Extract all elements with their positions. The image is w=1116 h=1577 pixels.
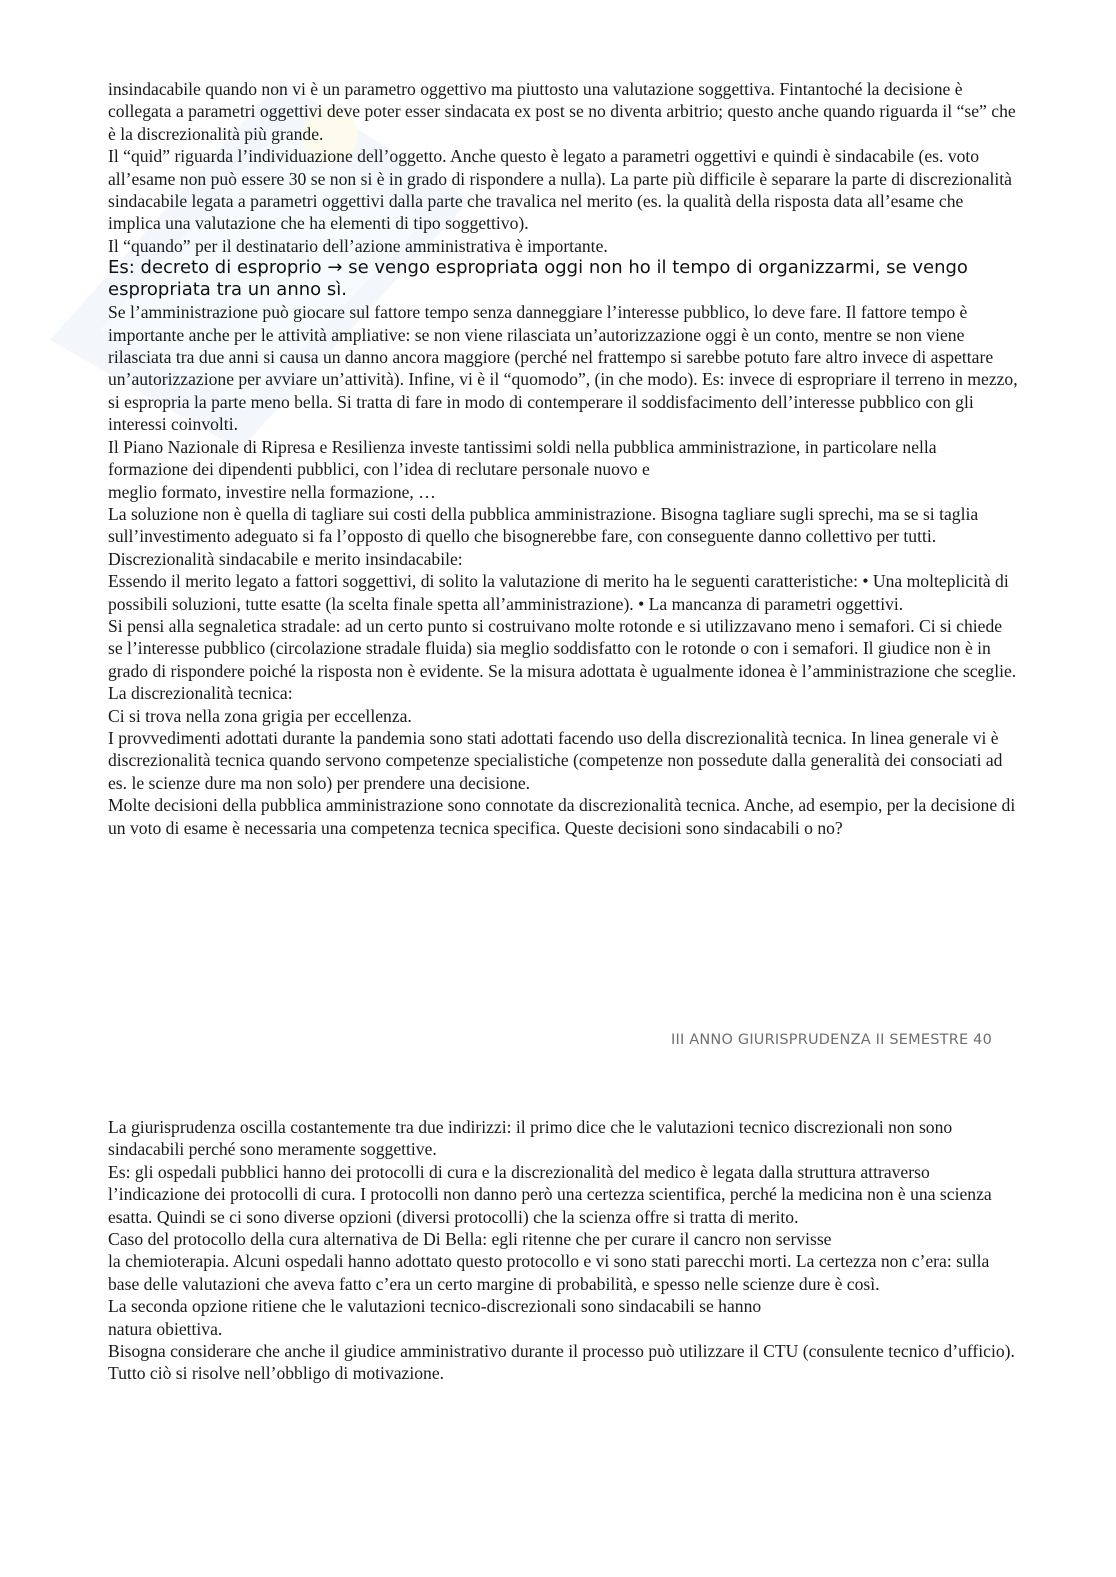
paragraph-quid: Il “quid” riguarda l’individuazione dell’oggetto. Anche questo è legato a parametri oggettivi e quindi è sindacabile (es. voto all’esame non può essere 30 se non si è in grado di rispondere a nulla). La parte più difficile è separare la parte di discrezionalità sindacabile legata a parametri oggettivi dalla parte che travalica nel merito (es. la qualità della risposta data all’esame che implica una valutazione che ha elementi di tipo soggettivo). [108,146,1012,234]
heading-discrezionalita-tecnica: La discrezionalità tecnica: [108,683,293,704]
paragraph-chemioterapia: la chemioterapia. Alcuni ospedali hanno adottato questo protocollo e vi sono stati parecchi morti. La certezza non c’era: sulla base delle valutazioni che aveva fatto c’era un certo margine di probabilità, e spesso nelle scienze dure è così. [108,1251,990,1294]
paragraph-pnrr: Il Piano Nazionale di Ripresa e Resilienza investe tantissimi soldi nella pubblica amministrazione, in particolare nella formazione dei dipendenti pubblici, con l’idea di reclutare personale nuovo e [108,436,937,480]
paragraph-giurisprudenza: La giurisprudenza oscilla costantemente tra due indirizzi: il primo dice che le valutazioni tecnico discrezionali non sono sindacabili perché sono meramente soggettive. [108,1117,953,1160]
paragraph-merito: Essendo il merito legato a fattori soggettivi, di solito la valutazione di merito ha le seguenti caratteristiche: • Una molteplicità di possibili soluzioni, tutte esatte (la scelta finale spetta all’amministrazione). • La mancanza di parametri oggettivi. [108,571,1009,614]
paragraph-fattore-tempo: Se l’amministrazione può giocare sul fattore tempo senza danneggiare l’interesse pubblico, lo deve fare. Il fattore tempo è importante anche per le attività ampliative: se non viene rilasciata un’autorizzazione oggi è un conto, mentre se non viene rilasciata tra due anni si causa un danno ancora maggiore (perché nel frattempo si sarebbe potuto fare altro invece di aspettare un’autorizzazione per avviare un’attività). Infine, vi è il “quomodo”, (in che modo). Es: invece di espropriare il terreno in mezzo, si espropria la parte meno bella. Si tratta di fare in modo di contemperare il soddisfacimento dell’interesse pubblico con gli interessi coinvolti. [108,302,1018,435]
top-text-block [108,78,1018,839]
paragraph-seconda-opzione: La seconda opzione ritiene che le valutazioni tecnico-discrezionali sono sindacabili se hanno [108,1296,762,1317]
paragraph-di-bella: Caso del protocollo della cura alternativa de Di Bella: egli ritenne che per curare il cancro non servisse [108,1229,832,1250]
paragraph-zona-grigia: Ci si trova nella zona grigia per eccellenza. [108,705,412,726]
paragraph-segnaletica: Si pensi alla segnaletica stradale: ad un certo punto si costruivano molte rotonde e si utilizzavano meno i semafori. Ci si chiede se l’interesse pubblico (circolazione stradale fluida) sia meglio soddisfatto con le rotonde o con i semafori. Il giudice non è in grado di rispondere poiché la risposta non è evidente. Se la misura adottata è ugualmente idonea è l’amministrazione che sceglie. [108,615,1017,681]
paragraph-insindacabile: insindacabile quando non vi è un parametro oggettivo ma piuttosto una valutazione soggettiva. Fintantoché la decisione è collegata a parametri oggettivi deve poter esser sindacata ex post se no diventa arbitrio; questo anche quando riguarda il “se” che è la discrezionalità più grande. [108,79,1016,144]
page-footer: III ANNO GIURISPRUDENZA II SEMESTRE 40 [671,1032,992,1048]
paragraph-quando: Il “quando” per il destinatario dell’azione amministrativa è importante. [108,235,608,256]
paragraph-ctu: Bisogna considerare che anche il giudice amministrativo durante il processo può utilizzare il CTU (consulente tecnico d’ufficio). [108,1341,1015,1362]
paragraph-natura-obiettiva: natura obiettiva. [108,1318,223,1339]
bottom-text-block [108,1116,1018,1385]
paragraph-molte-decisioni: Molte decisioni della pubblica amministrazione sono connotate da discrezionalità tecnica. Anche, ad esempio, per la decisione di un voto di esame è necessaria una competenza tecnica specifica. Queste decisioni sono sindacabili o no? [108,795,1016,838]
paragraph-pandemia: I provvedimenti adottati durante la pandemia sono stati adottati facendo uso della discrezionalità tecnica. In linea generale vi è discrezionalità tecnica quando servono competenze specialistiche (competenze non possedute dalla generalità dei consociati ad es. le scienze dure ma non solo) per prendere una decisione. [108,727,1003,793]
paragraph-pnrr-cont: meglio formato, investire nella formazione, … [108,481,436,502]
heading-discrezionalita-sindacabile: Discrezionalità sindacabile e merito insindacabile: [108,548,463,569]
example-esproprio: Es: decreto di esproprio → se vengo espropriata oggi non ho il tempo di organizzarmi, se vengo espropriata tra un anno sì. [108,257,968,301]
paragraph-ospedali: Es: gli ospedali pubblici hanno dei protocolli di cura e la discrezionalità del medico è legata dalla struttura attraverso l’indicazione dei protocolli di cura. I protocolli non danno però una certezza scientifica, perché la medicina non è una scienza esatta. Quindi se ci sono diverse opzioni (diversi protocolli) che la scienza offre si tratta di merito. [108,1161,992,1227]
paragraph-soluzione: La soluzione non è quella di tagliare sui costi della pubblica amministrazione. Bisogna tagliare sugli sprechi, ma se si taglia sull’investimento adeguato si fa l’opposto di quello che bisognerebbe fare, con conseguente danno collettivo per tutti. [108,503,979,547]
paragraph-motivazione: Tutto ciò si risolve nell’obbligo di motivazione. [108,1363,445,1384]
